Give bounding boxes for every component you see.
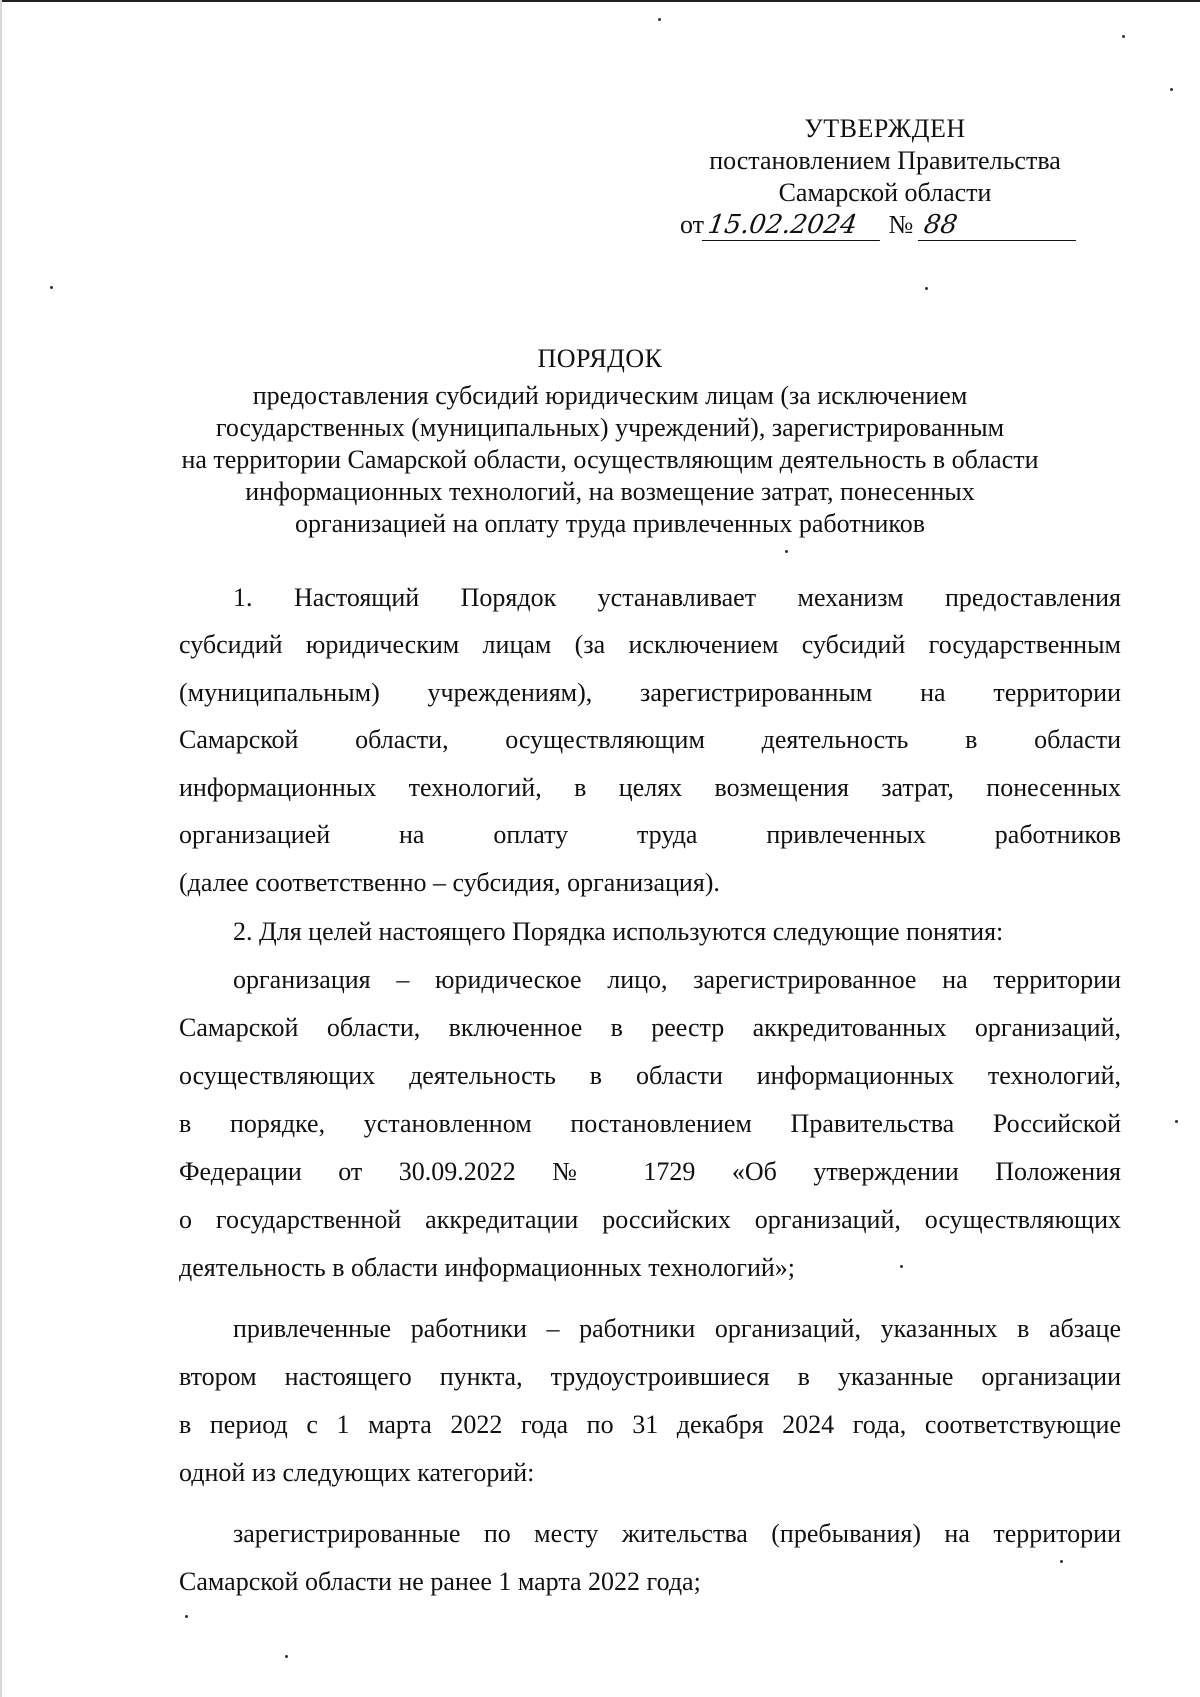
definition-organization-line: осуществляющих деятельность в области информационных технологий, xyxy=(179,1061,1121,1090)
approval-line-1: постановлением Правительства xyxy=(709,146,1061,175)
scan-speck xyxy=(1170,88,1173,91)
paragraph-2-line: 2. Для целей настоящего Порядка используются следующие понятия: xyxy=(233,917,1004,946)
from-label: от xyxy=(680,210,705,239)
paragraph-1-line: организацией на оплату труда привлеченных работников xyxy=(179,820,1121,849)
left-scan-edge xyxy=(0,0,2,1697)
paragraph-1-line: 1. Настоящий Порядок устанавливает механизм предоставления xyxy=(233,583,1121,612)
scan-speck xyxy=(658,18,661,21)
number-label: № xyxy=(888,210,914,239)
paragraph-1-line: (муниципальным) учреждениям), зарегистрированным на территории xyxy=(179,678,1121,707)
handwritten-number: 88 xyxy=(918,210,1080,241)
scan-speck xyxy=(1122,35,1125,38)
subtitle-line: организацией на оплату труда привлеченных работников xyxy=(294,509,926,538)
definition-organization-line: Самарской области, включенное в реестр аккредитованных организаций, xyxy=(179,1013,1121,1042)
scan-speck xyxy=(1060,1560,1063,1563)
definition-organization-line: о государственной аккредитации российских организаций, осуществляющих xyxy=(179,1205,1121,1234)
handwritten-date: 15.02.2024 xyxy=(702,210,884,241)
paragraph-1-line: (далее соответственно – субсидия, организация). xyxy=(179,868,720,897)
category-line: зарегистрированные по месту жительства (пребывания) на территории xyxy=(233,1519,1121,1548)
definition-organization-line: Федерации от 30.09.2022 № 1729 «Об утверждении Положения xyxy=(179,1157,1121,1186)
definition-workers-line: одной из следующих категорий: xyxy=(179,1458,535,1487)
paragraph-1-line: субсидий юридическим лицам (за исключением субсидий государственным xyxy=(179,630,1121,659)
scan-speck xyxy=(185,1615,188,1618)
scan-speck xyxy=(785,550,788,553)
approval-stamp: УТВЕРЖДЕН xyxy=(804,114,966,143)
top-border xyxy=(0,0,1200,2)
document-title: ПОРЯДОК xyxy=(537,344,663,373)
definition-organization-line: деятельность в области информационных технологий»; xyxy=(179,1253,796,1282)
scan-speck xyxy=(50,286,53,289)
definition-workers-line: в период с 1 марта 2022 года по 31 декабря 2024 года, соответствующие xyxy=(179,1410,1121,1439)
approval-block xyxy=(660,113,1110,209)
paragraph-1-line: информационных технологий, в целях возмещения затрат, понесенных xyxy=(179,773,1121,802)
subtitle-line: на территории Самарской области, осуществляющим деятельность в области xyxy=(181,445,1039,474)
definition-workers-line: привлеченные работники – работники организаций, указанных в абзаце xyxy=(233,1314,1121,1343)
subtitle-line: государственных (муниципальных) учреждений), зарегистрированным xyxy=(215,413,1005,442)
subtitle-line: информационных технологий, на возмещение затрат, понесенных xyxy=(245,477,975,506)
document-subtitle xyxy=(150,380,1070,540)
scan-speck xyxy=(1175,1120,1178,1123)
subtitle-line: предоставления субсидий юридическим лицам (за исключением xyxy=(252,381,968,410)
approval-date-line xyxy=(680,210,1078,241)
paragraph-1-line: Самарской области, осуществляющим деятельность в области xyxy=(179,725,1121,754)
approval-line-2: Самарской области xyxy=(778,178,992,207)
scan-speck xyxy=(900,1265,903,1268)
definition-organization-line: организация – юридическое лицо, зарегистрированное на территории xyxy=(233,965,1121,994)
definition-workers-line: втором настоящего пункта, трудоустроившиеся в указанные организации xyxy=(179,1362,1121,1391)
scan-speck xyxy=(285,1655,288,1658)
category-line: Самарской области не ранее 1 марта 2022 года; xyxy=(179,1567,701,1596)
scan-speck xyxy=(925,287,928,290)
definition-organization-line: в порядке, установленном постановлением Правительства Российской xyxy=(179,1109,1121,1138)
